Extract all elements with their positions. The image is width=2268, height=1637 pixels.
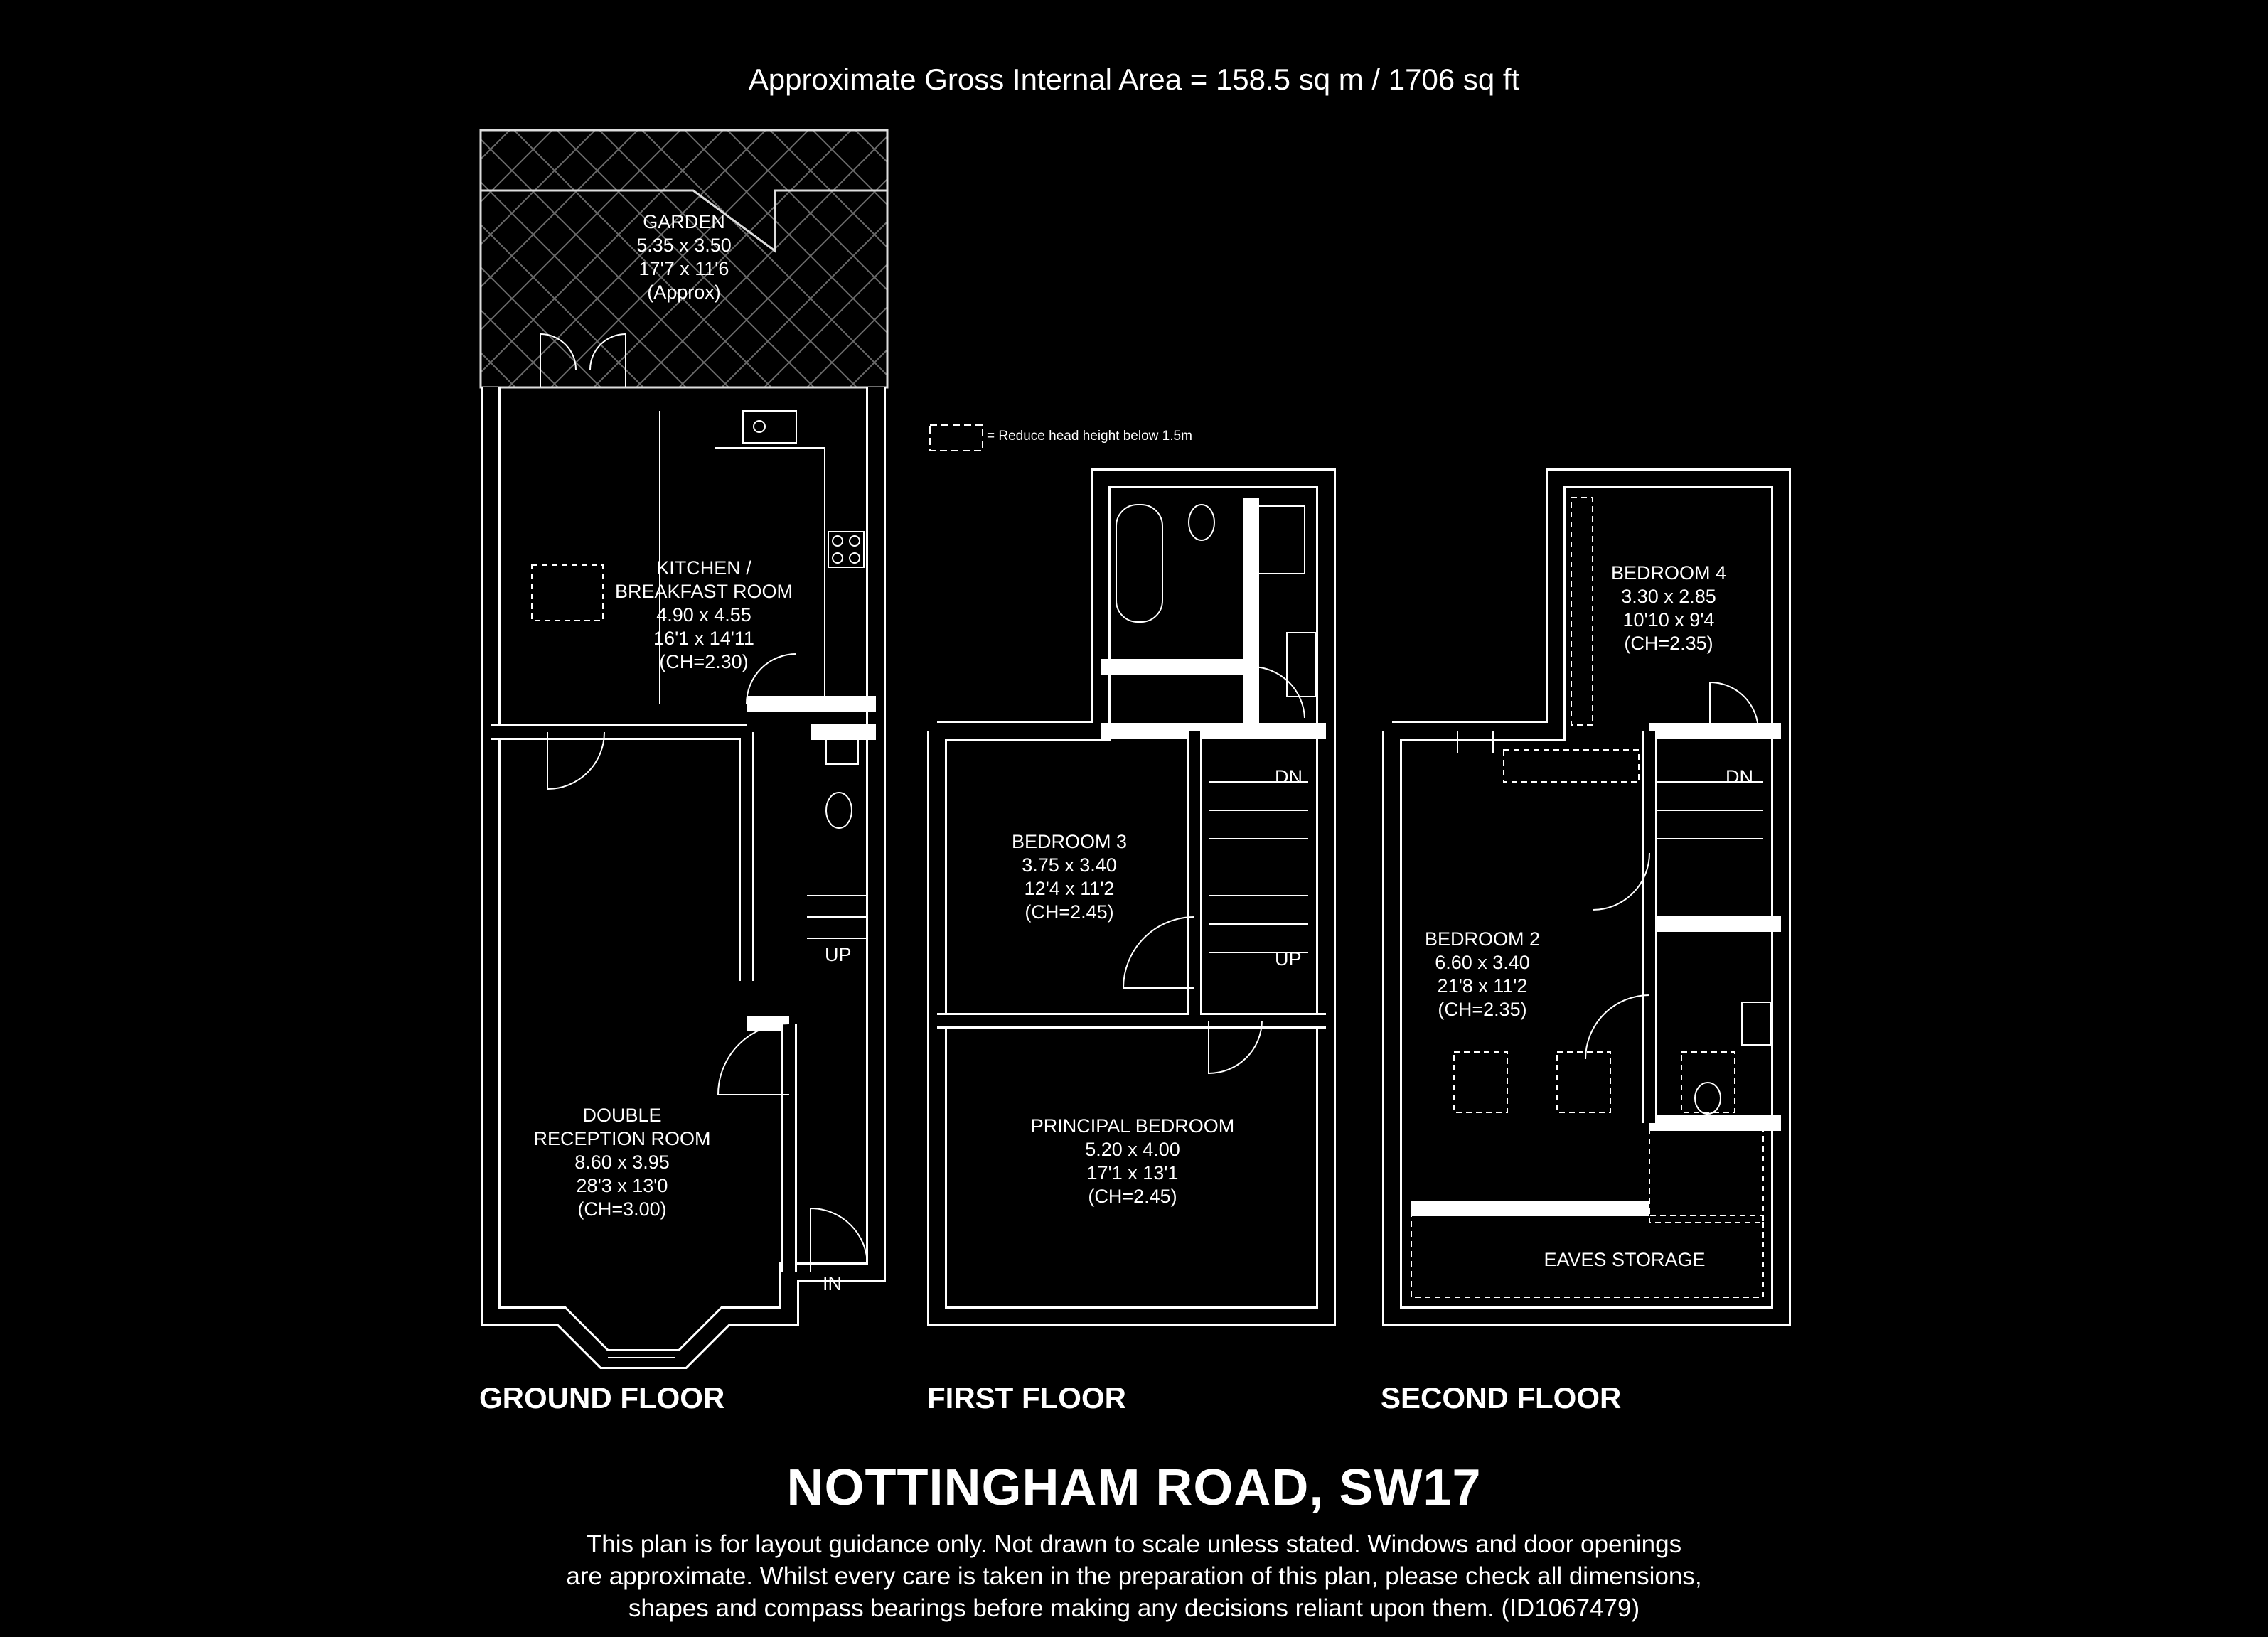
room-name: BREAKFAST ROOM: [614, 581, 793, 602]
room-garden: [636, 210, 732, 304]
entrance-in-label: IN: [823, 1273, 842, 1294]
legend-text: = Reduce head height below 1.5m: [987, 429, 1192, 444]
room-metric: 3.75 x 3.40: [1022, 854, 1117, 876]
room-reception: [533, 1104, 710, 1221]
room-imperial: 28'3 x 13'0: [576, 1175, 668, 1196]
floor-label-ground: GROUND FLOOR: [479, 1381, 725, 1415]
room-name: BEDROOM 3: [1011, 831, 1128, 852]
room-ceiling-height: (CH=2.30): [659, 651, 749, 672]
room-imperial: 17'1 x 13'1: [1086, 1162, 1179, 1184]
room-name: RECEPTION ROOM: [533, 1128, 711, 1149]
room-name: EAVES STORAGE: [1544, 1249, 1706, 1270]
room-name: BEDROOM 4: [1610, 562, 1727, 584]
room-name: BEDROOM 2: [1424, 928, 1541, 950]
stair-dn-label: DN: [1275, 766, 1303, 788]
floor-label-first: FIRST FLOOR: [927, 1381, 1126, 1415]
room-ceiling-height: (CH=3.00): [577, 1198, 667, 1220]
room-name: KITCHEN /: [656, 557, 751, 579]
shower-icon: [1255, 506, 1305, 574]
stair-dn-label: DN: [1726, 766, 1753, 788]
room-imperial: 16'1 x 14'11: [653, 628, 754, 649]
gross-area-text: Approximate Gross Internal Area = 158.5 sq m / 1706 sq ft: [748, 63, 1520, 96]
room-bedroom-4: [1611, 562, 1726, 655]
room-principal-bedroom: [1031, 1115, 1235, 1208]
room-metric: 6.60 x 3.40: [1435, 952, 1530, 973]
room-imperial: 10'10 x 9'4: [1622, 609, 1715, 630]
room-imperial: 21'8 x 11'2: [1437, 975, 1528, 997]
room-metric: 8.60 x 3.95: [574, 1152, 670, 1173]
room-name: GARDEN: [643, 211, 725, 232]
room-eaves-storage: [1544, 1248, 1705, 1272]
toilet-icon: [1189, 505, 1214, 540]
room-bedroom-3: [1012, 830, 1127, 924]
kitchen-island: [532, 565, 603, 621]
room-name: PRINCIPAL BEDROOM: [1030, 1115, 1235, 1137]
sink-icon: [743, 411, 796, 443]
room-name: DOUBLE: [582, 1105, 662, 1126]
disclaimer-line-2: are approximate. Whilst every care is taken in the preparation of this plan, please check all dimensions,: [566, 1562, 1702, 1590]
room-ceiling-height: (CH=2.45): [1025, 901, 1114, 923]
room-metric: 4.90 x 4.55: [656, 604, 751, 626]
stair-up-label: UP: [825, 944, 852, 965]
room-ceiling-height: (CH=2.45): [1088, 1186, 1177, 1207]
property-title: NOTTINGHAM ROAD, SW17: [786, 1459, 1482, 1516]
basin-icon: [1742, 1002, 1770, 1045]
room-kitchen: [615, 557, 793, 674]
floor-label-second: SECOND FLOOR: [1381, 1381, 1622, 1415]
disclaimer-line-3: shapes and compass bearings before making any decisions reliant upon them. (ID1067479): [628, 1594, 1640, 1622]
legend-swatch: [930, 425, 983, 451]
room-ceiling-height: (CH=2.35): [1624, 633, 1713, 654]
room-metric: 5.35 x 3.50: [636, 235, 732, 256]
toilet-icon: [826, 793, 852, 828]
room-metric: 5.20 x 4.00: [1085, 1139, 1180, 1160]
room-imperial: 12'4 x 11'2: [1024, 878, 1115, 899]
room-imperial: 17'7 x 11'6: [638, 258, 729, 279]
room-metric: 3.30 x 2.85: [1621, 586, 1716, 607]
room-bedroom-2: [1425, 928, 1540, 1021]
room-ceiling-height: (CH=2.35): [1438, 999, 1527, 1020]
stair-up-label: UP: [1275, 948, 1302, 970]
room-note: (Approx): [647, 281, 721, 303]
toilet-icon: [1695, 1083, 1721, 1114]
disclaimer-line-1: This plan is for layout guidance only. Not drawn to scale unless stated. Windows and door openings: [586, 1530, 1682, 1558]
bath-icon: [1116, 505, 1162, 622]
